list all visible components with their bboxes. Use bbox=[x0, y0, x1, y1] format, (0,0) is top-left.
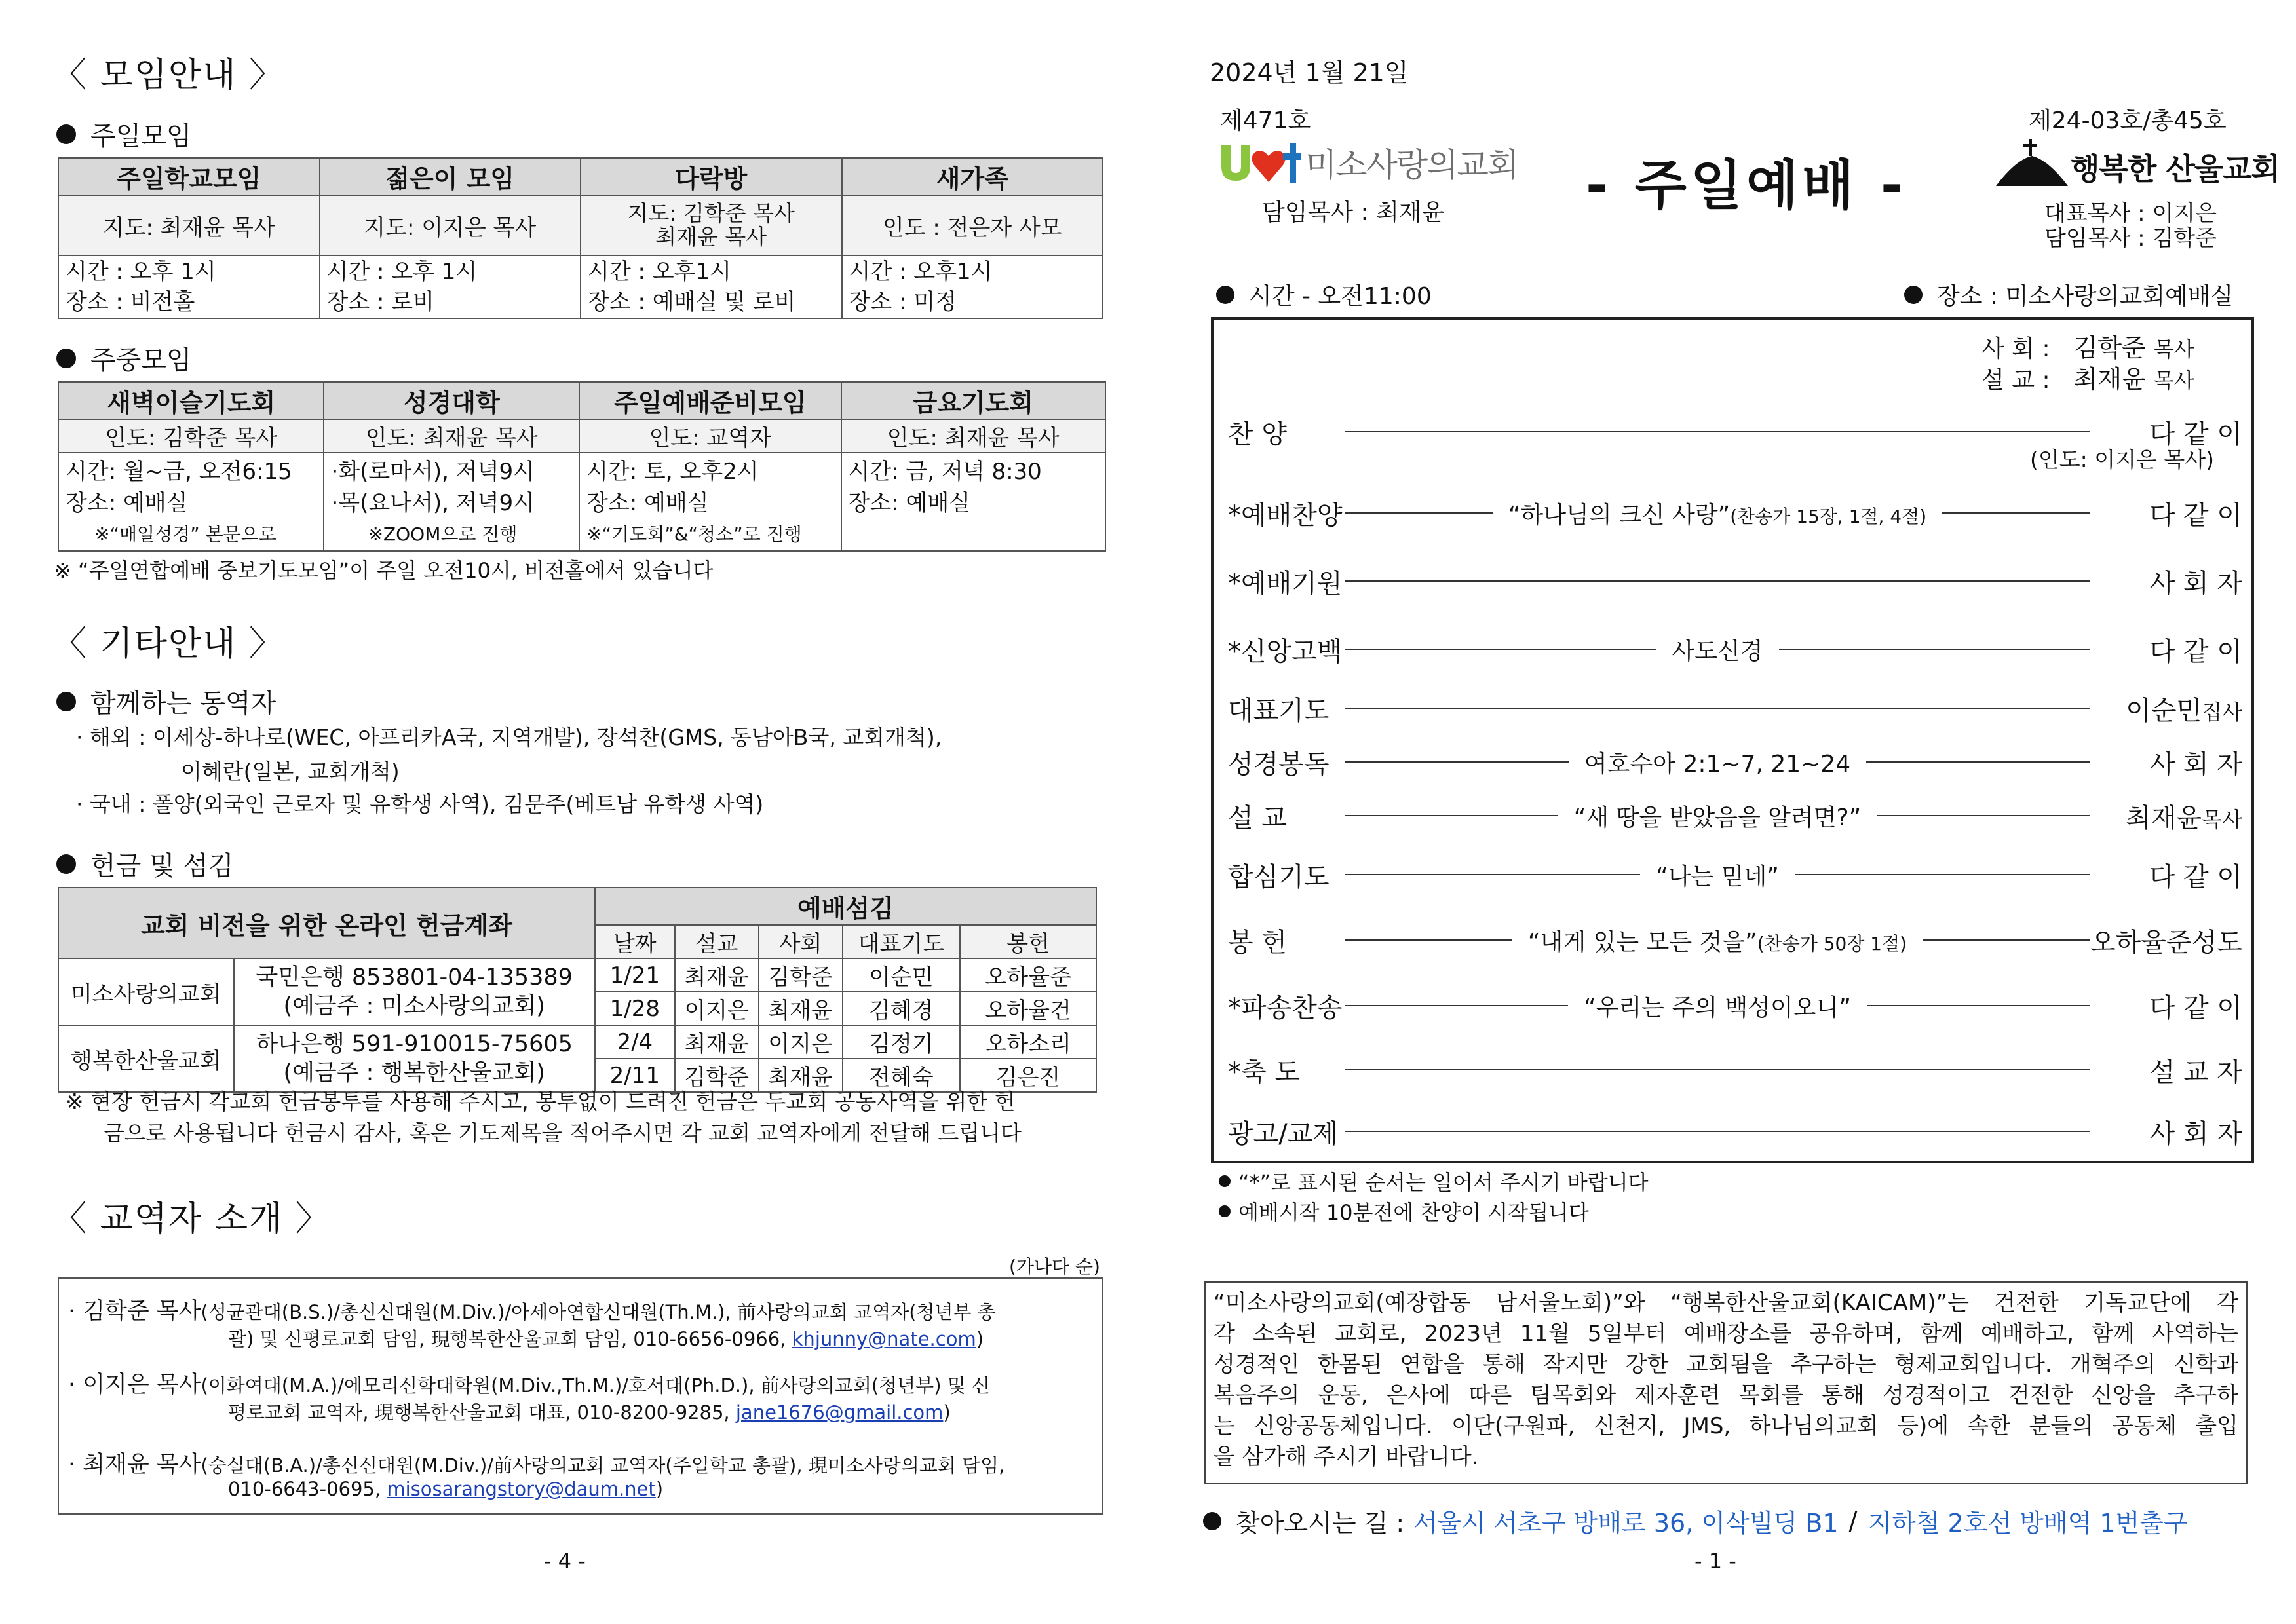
order-item-person-name: 최재윤 bbox=[2126, 803, 2202, 833]
order-item-person-name: 다 같 이 bbox=[2149, 636, 2243, 667]
table-cell bbox=[58, 453, 324, 551]
service-place-text: 장소 : 미소사랑의교회예배실 bbox=[1937, 283, 2234, 310]
order-item-person-title: 목사 bbox=[2202, 806, 2242, 832]
leader-line bbox=[1345, 708, 2090, 709]
table-cell: 인도: 김학준 목사 bbox=[58, 419, 324, 453]
bulletin-date: 2024년 1월 21일 bbox=[1210, 58, 1409, 87]
partners-heading bbox=[56, 683, 276, 720]
table-cell: 지도: 최재윤 목사 bbox=[58, 195, 320, 255]
order-item-label: *예배기원 bbox=[1228, 568, 1343, 599]
service-title: - 주일예배 - bbox=[1586, 155, 1907, 217]
order-item-text: “새 땅을 받았음을 알려면?” bbox=[1573, 804, 1862, 831]
offering-note-1: ※ 현장 헌금시 각교회 헌금봉투를 사용해 주시고, 봉투없이 드려진 헌금은 두교회 공동사역을 위한 헌 bbox=[66, 1089, 1016, 1114]
intro-line: 는 신앙공동체입니다. 이단(구원파, 신천지, JMS, 하나님의교회 등)에 속한 분들의 공동체 출입 bbox=[1214, 1413, 2238, 1439]
pastor-bio-close: ) bbox=[943, 1401, 951, 1424]
place-text: 장소 : 비전홀 bbox=[66, 289, 195, 315]
leader-line bbox=[1867, 1005, 2090, 1006]
time-text: 시간: 금, 저녁 8:30 bbox=[848, 459, 1042, 485]
leader-line bbox=[1345, 939, 1512, 941]
pastor-1 bbox=[68, 1293, 996, 1326]
sanul-representative: 대표목사 : 이지은 bbox=[2044, 200, 2217, 227]
table-cell: 최재윤 bbox=[675, 958, 759, 992]
sanul-church-logo bbox=[1996, 136, 2280, 189]
issue-right: 제24-03호/총45호 bbox=[2029, 107, 2227, 134]
order-item bbox=[1214, 983, 2254, 1029]
table-header: 금요기도회 bbox=[841, 382, 1105, 419]
order-item-person bbox=[2090, 1113, 2254, 1150]
preacher-line bbox=[1981, 359, 2194, 395]
directions-label: 찾아오시는 길 : bbox=[1236, 1509, 1405, 1538]
table-cell: 이지은 bbox=[759, 1025, 843, 1059]
table-cell: 인도: 최재윤 목사 bbox=[841, 419, 1105, 453]
order-item bbox=[1214, 1047, 2254, 1093]
order-item-content bbox=[1568, 989, 1867, 1023]
leader-line bbox=[1345, 1131, 2090, 1132]
pastor-bio: (이화여대(M.A.)/에모리신학대학원(M.Div.,Th.M.)/호서대(Ph.D.), 前사랑의교회(청년부) 및 신 bbox=[201, 1374, 990, 1397]
pastor-name: · 김학준 목사 bbox=[68, 1298, 201, 1325]
leader-line bbox=[1345, 512, 1493, 514]
issue-left: 제471호 bbox=[1220, 107, 1311, 134]
order-item-label: 합심기도 bbox=[1228, 861, 1330, 892]
bullet-icon bbox=[56, 854, 76, 874]
offering-title: 헌금 및 섬김 bbox=[90, 851, 234, 881]
order-item-person-name: 이순민 bbox=[2126, 695, 2202, 726]
leader-line bbox=[1795, 874, 2090, 875]
table-cell bbox=[58, 255, 320, 318]
table-cell: 오하율건 bbox=[960, 992, 1096, 1025]
order-item-person bbox=[2090, 495, 2254, 532]
table-header: 다락방 bbox=[581, 158, 842, 195]
table-cell: 인도 : 전은자 사모 bbox=[842, 195, 1103, 255]
page-number-left: - 4 - bbox=[544, 1549, 586, 1574]
partners-title: 함께하는 동역자 bbox=[90, 689, 277, 719]
order-item-person bbox=[2090, 690, 2254, 727]
order-item-content bbox=[1493, 497, 1942, 530]
table-cell: 최재윤 bbox=[759, 992, 843, 1025]
pastors-order-note: (가나다 순) bbox=[1009, 1256, 1100, 1277]
order-item-label: 성경봉독 bbox=[1228, 749, 1330, 780]
order-item-person bbox=[2090, 631, 2254, 668]
order-item-person-name: 다 같 이 bbox=[2149, 419, 2242, 449]
order-item-person bbox=[2090, 1051, 2254, 1089]
pastor-bio: (숭실대(B.A.)/총신신대원(M.Div.)/前사랑의교회 교역자(주일학교 총괄), 現미소사랑의교회 담임, bbox=[201, 1454, 1005, 1477]
miso-church-name: 미소사랑의교회 bbox=[1305, 146, 1518, 184]
note-text: ※ZOOM으로 진행 bbox=[368, 523, 518, 545]
place-text: 장소: 예배실 bbox=[848, 490, 971, 516]
leader-line bbox=[1345, 649, 1656, 650]
account-header: 교회 비전을 위한 온라인 헌금계좌 bbox=[58, 888, 595, 958]
order-item-label: *파송찬송 bbox=[1228, 992, 1343, 1023]
time-text: 시간: 토, 오후2시 bbox=[586, 459, 759, 485]
order-of-service-box bbox=[1211, 317, 2254, 1163]
note-stand-text: “*”로 표시된 순서는 일어서 주시기 바랍니다 bbox=[1238, 1170, 1649, 1195]
praise-leader: (인도: 이지은 목사) bbox=[2030, 447, 2214, 472]
pastor-bio: (성균관대(B.S.)/총신신대원(M.Div.)/아세아연합신대원(Th.M.), 前사랑의교회 교역자(청년부 총 bbox=[201, 1301, 996, 1323]
time-text: 시간 : 오후1시 bbox=[588, 259, 731, 285]
account-number: 하나은행 591-910015-75605 bbox=[256, 1031, 573, 1057]
pastor-name: · 최재윤 목사 bbox=[68, 1452, 201, 1478]
order-item-label: 찬 양 bbox=[1228, 419, 1287, 449]
sunday-gathering-title: 주일모임 bbox=[90, 121, 192, 151]
overseas-partners: · 해외 : 이세상-하나로(WEC, 아프리카A국, 지역개발), 장석찬(GMS, 동남아B국, 교회개척), bbox=[76, 725, 942, 750]
table-header: 사회 bbox=[759, 925, 843, 958]
table-header: 대표기도 bbox=[843, 925, 961, 958]
note-praise bbox=[1219, 1196, 1589, 1226]
place-text: ·목(요나서), 저녁9시 bbox=[331, 490, 535, 516]
preacher-name: 최재윤 bbox=[2073, 365, 2146, 394]
leader-line bbox=[1345, 815, 1558, 816]
table-cell: 지도: 김학준 목사 최재윤 목사 bbox=[581, 195, 842, 255]
service-time bbox=[1216, 278, 1432, 311]
order-item bbox=[1214, 685, 2254, 731]
pastor-3-cont bbox=[228, 1478, 663, 1500]
gathering-section-title: 〈 모임안내 〉 bbox=[52, 56, 284, 95]
order-item-content bbox=[1512, 924, 1923, 957]
leader-line bbox=[1942, 512, 2090, 514]
table-cell: 오하율준 bbox=[960, 958, 1096, 992]
table-cell: 이지은 bbox=[675, 992, 759, 1025]
table-cell bbox=[841, 453, 1105, 551]
order-item-text: “나는 믿네” bbox=[1656, 863, 1779, 890]
pastor-bio-close: ) bbox=[655, 1478, 664, 1500]
pastors-box bbox=[58, 1277, 1103, 1515]
order-item-person-name: 사 회 자 bbox=[2149, 568, 2242, 599]
table-header: 새벽이슬기도회 bbox=[58, 382, 324, 419]
table-header: 성경대학 bbox=[324, 382, 579, 419]
offering-heading bbox=[56, 845, 234, 882]
account-holder: (예금주 : 행복한산울교회) bbox=[283, 1060, 545, 1086]
table-cell bbox=[579, 453, 841, 551]
order-item-person bbox=[2090, 856, 2254, 894]
pastor-bio-close: ) bbox=[976, 1328, 984, 1350]
host-title: 목사 bbox=[2153, 337, 2194, 362]
pastor-name: · 이지은 목사 bbox=[68, 1372, 201, 1398]
leader-line bbox=[1923, 939, 2090, 941]
place-text: 장소 : 미정 bbox=[849, 289, 957, 315]
time-text: 시간 : 오후1시 bbox=[849, 259, 993, 285]
host-name: 김학준 bbox=[2073, 333, 2146, 362]
time-text: ·화(로마서), 저녁9시 bbox=[331, 459, 535, 485]
directions bbox=[1203, 1503, 2188, 1539]
leader-line bbox=[1345, 580, 2090, 582]
weekday-gathering-title: 주중모임 bbox=[90, 345, 192, 375]
table-header: 설교 bbox=[675, 925, 759, 958]
account-number: 국민은행 853801-04-135389 bbox=[256, 964, 573, 991]
place-text: 장소 : 예배실 및 로비 bbox=[588, 289, 796, 315]
pastor-1-cont bbox=[228, 1325, 984, 1351]
order-item bbox=[1214, 558, 2254, 604]
table-cell: 전혜숙 bbox=[843, 1059, 961, 1092]
preacher-label: 설 교 : bbox=[1981, 367, 2050, 394]
weekday-gathering-table bbox=[58, 381, 1106, 552]
overseas-partners-cont: 이혜란(일본, 교회개척) bbox=[181, 759, 400, 784]
intro-line: 성경적인 한몸된 연합을 통해 작지만 강한 교회됨을 추구하는 형제교회입니다. 개혁주의 신학과 bbox=[1214, 1351, 2238, 1378]
order-item-label: 광고/교제 bbox=[1228, 1118, 1339, 1149]
leader-line bbox=[1345, 874, 1640, 875]
order-item-person-title: 집사 bbox=[2202, 699, 2242, 725]
place-text: 장소: 예배실 bbox=[66, 490, 188, 516]
order-item-person bbox=[2090, 987, 2254, 1025]
time-text: 시간 : 오후 1시 bbox=[66, 259, 216, 285]
order-item-person bbox=[2090, 797, 2254, 835]
table-cell: 지도: 이지은 목사 bbox=[320, 195, 581, 255]
pastor-bio-cont: 괄) 및 신평로교회 담임, 現행복한산울교회 담임, 010-6656-0966, bbox=[228, 1328, 792, 1350]
miso-church-logo bbox=[1216, 138, 1518, 187]
gathering-note: ※ “주일연합예배 중보기도모임”이 주일 오전10시, 비전홀에서 있습니다 bbox=[54, 558, 714, 583]
account-info bbox=[234, 958, 595, 1025]
account-info bbox=[234, 1025, 595, 1092]
order-item bbox=[1214, 917, 2254, 963]
leader-line bbox=[1877, 815, 2090, 816]
order-item-content bbox=[1569, 746, 1866, 779]
email-link[interactable]: misosarangstory@daum.net bbox=[387, 1478, 656, 1500]
email-link[interactable]: jane1676@gmail.com bbox=[735, 1401, 944, 1424]
bullet-icon bbox=[1203, 1512, 1221, 1530]
order-item-person bbox=[2090, 563, 2254, 600]
weekday-gathering-heading bbox=[56, 339, 192, 377]
miso-pastor: 담임목사 : 최재윤 bbox=[1262, 199, 1445, 226]
order-item-label: 봉 헌 bbox=[1228, 927, 1287, 958]
order-item-content bbox=[1558, 799, 1877, 833]
order-item-hymn: (찬송가 15장, 1절, 4절) bbox=[1730, 505, 1927, 527]
directions-separator: / bbox=[1848, 1506, 1858, 1536]
bullet-icon bbox=[56, 349, 76, 368]
place-text: 장소 : 로비 bbox=[326, 289, 434, 315]
table-cell bbox=[320, 255, 581, 318]
order-item-person bbox=[2090, 744, 2254, 781]
intro-line: 복음주의 운동, 은사에 따른 팀목회와 제자훈련 목회를 통해 성경적이고 건전한 신앙을 추구하 bbox=[1214, 1382, 2238, 1408]
host-label: 사 회 : bbox=[1981, 335, 2050, 362]
table-cell bbox=[581, 255, 842, 318]
table-cell: 인도: 교역자 bbox=[579, 419, 841, 453]
order-item-label: *예배찬양 bbox=[1228, 500, 1343, 531]
order-item-text: “우리는 주의 백성이오니” bbox=[1584, 994, 1851, 1021]
sanul-hill-icon bbox=[1996, 136, 2068, 189]
pastor-bio-cont: 010-6643-0695, bbox=[228, 1478, 387, 1500]
order-item-label: 설 교 bbox=[1228, 803, 1287, 833]
church-intro-box bbox=[1204, 1281, 2248, 1484]
order-item-content bbox=[1656, 633, 1778, 666]
order-item-person-name: 다 같 이 bbox=[2149, 500, 2242, 531]
sanul-church-name: 행복한 산울교회 bbox=[2071, 151, 2280, 187]
note-stand bbox=[1219, 1166, 1649, 1196]
table-header: 날짜 bbox=[595, 925, 675, 958]
time-text: 시간 : 오후 1시 bbox=[326, 259, 478, 285]
table-cell: 김정기 bbox=[843, 1025, 961, 1059]
intro-line: “미소사랑의교회(예장합동 남서울노회)”와 “행복한산울교회(KAICAM)”는 건전한 기독교단에 각 bbox=[1214, 1290, 2238, 1316]
order-item bbox=[1214, 739, 2254, 785]
church-name: 행복한산울교회 bbox=[58, 1025, 234, 1092]
order-item-person-name: 다 같 이 bbox=[2149, 861, 2243, 892]
table-cell: 최재윤 bbox=[759, 1059, 843, 1092]
order-item bbox=[1214, 626, 2254, 672]
leader-line bbox=[1866, 761, 2090, 763]
sunday-gathering-table bbox=[58, 157, 1103, 319]
order-item bbox=[1214, 1108, 2254, 1154]
order-item-person-name: 사 회 자 bbox=[2149, 749, 2243, 780]
order-item-person-name: 오하율준성도 bbox=[2090, 927, 2242, 958]
table-header: 주일예배준비모임 bbox=[579, 382, 841, 419]
pastor-3 bbox=[68, 1446, 1004, 1479]
table-header: 봉헌 bbox=[960, 925, 1096, 958]
table-header: 새가족 bbox=[842, 158, 1103, 195]
table-cell: 오하소리 bbox=[960, 1025, 1096, 1059]
bullet-icon bbox=[1904, 286, 1923, 304]
table-header: 주일학교모임 bbox=[58, 158, 320, 195]
table-cell bbox=[842, 255, 1103, 318]
table-cell: 2/4 bbox=[595, 1025, 675, 1059]
place-text: 장소: 예배실 bbox=[586, 490, 709, 516]
order-item-hymn: (찬송가 50장 1절) bbox=[1757, 932, 1907, 954]
order-item-text: 여호수아 2:1~7, 21~24 bbox=[1584, 750, 1851, 778]
note-text: ※“매일성경” 본문으로 bbox=[94, 523, 277, 545]
pastor-bio-cont: 평로교회 교역자, 現행복한산울교회 대표, 010-8200-9285, bbox=[228, 1401, 736, 1424]
order-item-text: “내게 있는 모든 것을” bbox=[1527, 928, 1757, 956]
directions-address: 서울시 서초구 방배로 36, 이삭빌딩 B1 bbox=[1413, 1509, 1839, 1538]
bullet-icon bbox=[56, 692, 76, 711]
order-item bbox=[1214, 793, 2254, 839]
offering-note-2: 금으로 사용됩니다 헌금시 감사, 혹은 기도제목을 적어주시면 각 교회 교역자에게 전달해 드립니다 bbox=[104, 1120, 1022, 1146]
table-cell bbox=[324, 453, 579, 551]
bullet-icon bbox=[1219, 1205, 1231, 1217]
service-place bbox=[1904, 278, 2233, 311]
order-item-label: *축 도 bbox=[1228, 1057, 1300, 1087]
sunday-gathering-heading bbox=[56, 115, 192, 153]
table-cell: 김학준 bbox=[675, 1059, 759, 1092]
page-number-right: - 1 - bbox=[1694, 1549, 1736, 1574]
order-item-text: “하나님의 크신 사랑” bbox=[1508, 501, 1731, 529]
order-item-person-name: 사 회 자 bbox=[2149, 1118, 2242, 1149]
table-cell: 이순민 bbox=[843, 958, 961, 992]
note-praise-text: 예배시작 10분전에 찬양이 시작됩니다 bbox=[1238, 1200, 1589, 1225]
leader-line bbox=[1345, 761, 1569, 763]
table-cell: 최재윤 bbox=[675, 1025, 759, 1059]
sanul-pastor: 담임목사 : 김학준 bbox=[2044, 225, 2217, 252]
order-item-label: *신앙고백 bbox=[1228, 636, 1343, 667]
table-cell: 1/28 bbox=[595, 992, 675, 1025]
service-time-text: 시간 - 오전11:00 bbox=[1249, 283, 1432, 310]
leader-line bbox=[1345, 1005, 1568, 1006]
order-item-text: 사도신경 bbox=[1672, 637, 1763, 665]
order-item-person-name: 설 교 자 bbox=[2149, 1057, 2242, 1087]
order-item-label: 대표기도 bbox=[1228, 695, 1330, 726]
church-name: 미소사랑의교회 bbox=[58, 958, 234, 1025]
table-cell: 2/11 bbox=[595, 1059, 675, 1092]
preacher-title: 목사 bbox=[2153, 368, 2194, 393]
other-section-title: 〈 기타안내 〉 bbox=[52, 624, 284, 664]
service-header: 예배섬김 bbox=[595, 888, 1096, 925]
order-item bbox=[1214, 852, 2254, 897]
order-item-person-name: 다 같 이 bbox=[2149, 992, 2243, 1023]
table-header: 젊은이 모임 bbox=[320, 158, 581, 195]
offering-table bbox=[58, 887, 1097, 1093]
table-cell: 1/21 bbox=[595, 958, 675, 992]
leader-line bbox=[1779, 649, 2090, 650]
intro-line: 각 소속된 교회로, 2023년 11월 5일부터 예배장소를 공유하며, 함께 예배하고, 함께 사역하는 bbox=[1214, 1321, 2238, 1347]
directions-subway: 지하철 2호선 방배역 1번출구 bbox=[1867, 1509, 2188, 1538]
pastors-section-title: 〈 교역자 소개 〉 bbox=[52, 1199, 331, 1239]
table-cell: 김혜경 bbox=[843, 992, 961, 1025]
pastor-2-cont bbox=[228, 1398, 951, 1425]
table-cell: 김학준 bbox=[759, 958, 843, 992]
order-item bbox=[1214, 490, 2254, 536]
host-line bbox=[1981, 328, 2194, 364]
bullet-icon bbox=[56, 124, 76, 144]
intro-line: 을 삼가해 주시기 바랍니다. bbox=[1214, 1444, 1479, 1470]
pastor-2 bbox=[68, 1367, 990, 1399]
account-holder: (예금주 : 미소사랑의교회) bbox=[283, 993, 545, 1019]
note-text: ※“기도회”&“청소”로 진행 bbox=[586, 523, 802, 545]
leader-line bbox=[1345, 431, 2090, 432]
table-cell: 인도: 최재윤 목사 bbox=[324, 419, 579, 453]
order-item-person bbox=[2090, 922, 2254, 959]
domestic-partners: · 국내 : 폴양(외국인 근로자 및 유학생 사역), 김문주(베트남 유학생 사역) bbox=[76, 791, 764, 817]
time-text: 시간: 월~금, 오전6:15 bbox=[66, 459, 292, 485]
bullet-icon bbox=[1216, 286, 1234, 304]
table-cell: 김은진 bbox=[960, 1059, 1096, 1092]
email-link[interactable]: khjunny@nate.com bbox=[792, 1328, 976, 1350]
bullet-icon bbox=[1219, 1175, 1231, 1187]
miso-logo-icon bbox=[1216, 138, 1301, 187]
leader-line bbox=[1345, 1069, 2090, 1070]
order-item-content bbox=[1640, 858, 1795, 892]
